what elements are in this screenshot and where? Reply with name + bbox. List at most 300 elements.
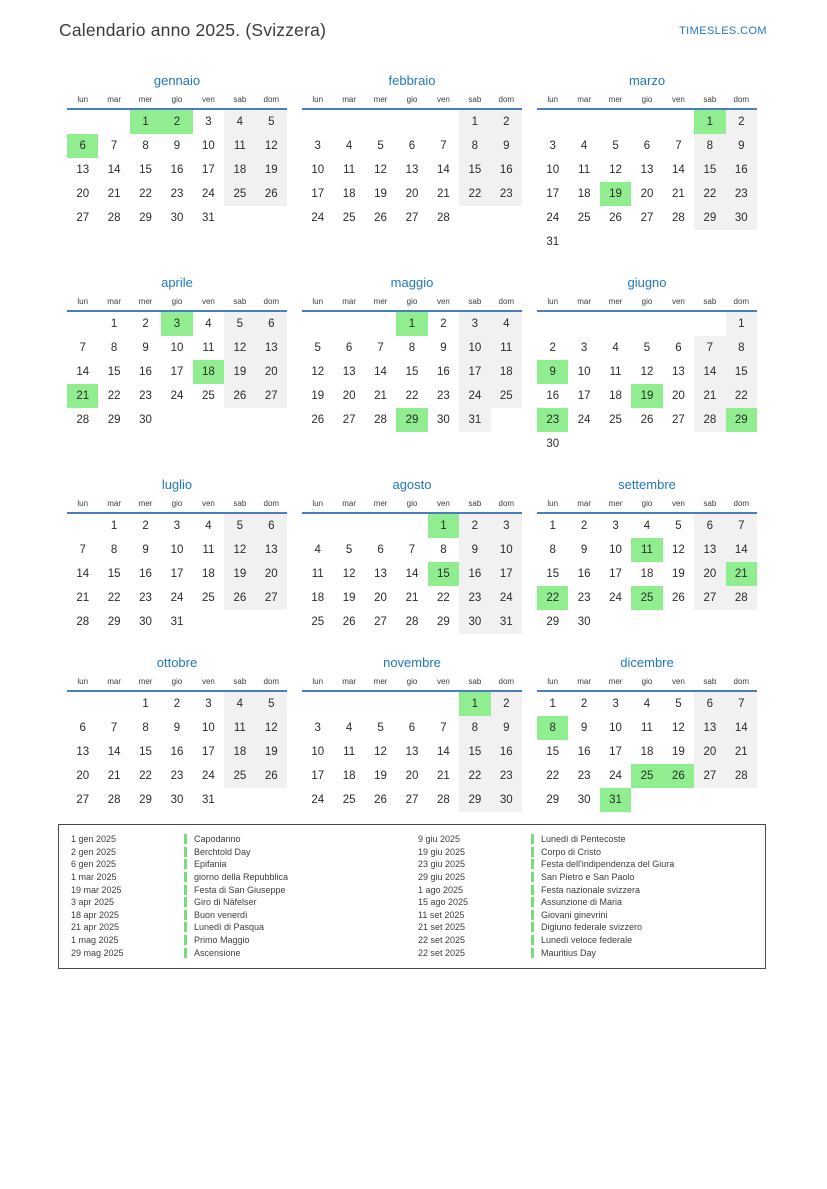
day-cell: 18 (640, 568, 654, 580)
month-block (302, 73, 522, 230)
day-cell: 26 (224, 384, 255, 408)
day-cell: 23 (577, 770, 591, 782)
day-cell: 1 (142, 698, 149, 710)
day-cell: 7 (726, 514, 757, 538)
legend-entry (418, 921, 765, 934)
day-cell: 14 (76, 366, 90, 378)
day-cell: 19 (374, 770, 387, 782)
weekday-header: lun (77, 95, 89, 104)
month-title: giugno (627, 275, 667, 290)
day-cell: 30 (459, 610, 490, 634)
weekday-header: sab (703, 677, 717, 686)
day-cell: 6 (345, 342, 353, 354)
day-cell: 15 (459, 158, 490, 182)
weekday-header: mar (577, 499, 592, 508)
holiday-marker-icon (184, 897, 187, 907)
day-cell (631, 110, 662, 134)
day-cell: 4 (643, 698, 651, 710)
legend-date: 21 set 2025 (418, 922, 466, 933)
legend-holiday-name: Giovani ginevrini (541, 909, 608, 920)
day-cell: 8 (440, 544, 447, 556)
day-cell: 7 (377, 342, 384, 354)
day-cell: 7 (694, 336, 725, 360)
month-block (67, 655, 287, 812)
month-cells (302, 514, 522, 634)
day-cell: 24 (170, 390, 184, 402)
day-cell (302, 312, 333, 336)
day-cell: 27 (405, 212, 419, 224)
day-cell: 16 (577, 746, 591, 758)
day-cell: 24 (311, 212, 325, 224)
day-cell: 6 (408, 722, 416, 734)
day-cell: 12 (256, 134, 287, 158)
day-cell: 11 (343, 164, 356, 176)
weekday-header: gio (641, 297, 653, 306)
day-cell (663, 312, 694, 336)
day-cell: 20 (672, 390, 685, 402)
day-cell: 30 (491, 788, 522, 812)
day-cell: 4 (345, 722, 353, 734)
weekday-row (67, 95, 287, 110)
weekday-header: mer (373, 677, 388, 686)
day-cell (365, 312, 396, 336)
day-cell: 5 (643, 342, 651, 354)
day-cell: 10 (491, 538, 522, 562)
weekday-header: mar (107, 677, 122, 686)
weekday-header: mer (138, 677, 153, 686)
day-cell: 4 (224, 110, 255, 134)
month-block (537, 477, 757, 634)
day-cell: 20 (640, 188, 654, 200)
day-cell: 20 (405, 770, 419, 782)
day-cell: 26 (374, 212, 387, 224)
legend-date: 1 gen 2025 (71, 834, 117, 845)
legend-holiday-name: Festa dell'indipendenza del Giura (541, 859, 675, 870)
day-cell (568, 312, 599, 336)
day-cell: 21 (672, 188, 685, 200)
day-cell (631, 312, 662, 336)
day-cell: 3 (491, 514, 522, 538)
day-cell: 23 (170, 188, 184, 200)
day-cell: 26 (224, 586, 255, 610)
holiday-marker-icon (531, 847, 534, 857)
day-cell: 17 (577, 390, 591, 402)
day-cell: 24 (202, 770, 215, 782)
day-cell: 19 (631, 384, 662, 408)
day-cell (600, 432, 631, 456)
weekday-header: ven (201, 677, 215, 686)
day-cell (365, 110, 396, 134)
day-cell: 2 (161, 110, 192, 134)
legend-entry (71, 871, 418, 884)
day-cell: 21 (726, 562, 757, 586)
day-cell: 8 (142, 722, 149, 734)
day-cell (663, 432, 694, 456)
day-cell: 9 (173, 722, 181, 734)
day-cell: 31 (202, 212, 215, 224)
weekday-header: mer (373, 95, 388, 104)
day-cell (537, 312, 568, 336)
day-cell: 10 (311, 746, 325, 758)
day-cell: 29 (437, 616, 450, 628)
weekday-header: dom (498, 297, 515, 306)
day-cell: 12 (609, 164, 622, 176)
legend-entry (418, 858, 765, 871)
day-cell: 21 (374, 390, 387, 402)
day-cell: 23 (170, 770, 184, 782)
weekday-header: dom (733, 499, 750, 508)
day-cell: 27 (694, 586, 725, 610)
day-cell: 22 (405, 390, 419, 402)
day-cell: 19 (311, 390, 325, 402)
weekday-header: gio (171, 499, 183, 508)
day-cell: 10 (202, 140, 215, 152)
day-cell: 27 (256, 384, 287, 408)
day-cell: 2 (459, 514, 490, 538)
weekday-header: sab (233, 499, 247, 508)
day-cell: 3 (161, 312, 192, 336)
day-cell: 24 (170, 592, 184, 604)
day-cell: 29 (546, 616, 560, 628)
day-cell: 13 (256, 538, 287, 562)
day-cell: 28 (76, 414, 90, 426)
day-cell: 16 (491, 158, 522, 182)
legend-date: 6 gen 2025 (71, 859, 117, 870)
day-cell: 26 (672, 592, 685, 604)
weekday-header: lun (547, 499, 559, 508)
day-cell (600, 230, 631, 254)
day-cell: 17 (170, 568, 184, 580)
day-cell: 15 (694, 158, 725, 182)
day-cell: 7 (440, 140, 447, 152)
day-cell: 6 (256, 312, 287, 336)
weekday-header: gio (406, 677, 418, 686)
holiday-marker-icon (531, 910, 534, 920)
day-cell: 7 (408, 544, 416, 556)
day-cell: 27 (694, 764, 725, 788)
day-cell: 8 (549, 544, 556, 556)
day-cell: 10 (311, 164, 325, 176)
month-cells (537, 692, 757, 812)
page-header (59, 20, 767, 41)
day-cell: 4 (612, 342, 619, 354)
day-cell: 23 (537, 408, 568, 432)
legend-column (71, 833, 418, 959)
day-cell: 18 (609, 390, 622, 402)
day-cell: 25 (224, 182, 255, 206)
day-cell: 6 (377, 544, 384, 556)
day-cell: 3 (580, 342, 588, 354)
day-cell: 5 (345, 544, 353, 556)
day-cell (694, 230, 725, 254)
day-cell: 4 (643, 520, 651, 532)
day-cell: 13 (342, 366, 356, 378)
day-cell: 21 (107, 188, 121, 200)
day-cell: 4 (314, 544, 321, 556)
page-title: Calendario anno 2025. (Svizzera) (59, 20, 327, 40)
weekday-header: lun (547, 297, 559, 306)
weekday-header: mer (608, 95, 623, 104)
day-cell: 8 (459, 716, 490, 740)
site-link[interactable]: TIMESLES.COM (679, 25, 767, 37)
day-cell: 15 (107, 366, 121, 378)
day-cell: 23 (139, 592, 152, 604)
holiday-marker-icon (531, 897, 534, 907)
day-cell: 7 (675, 140, 682, 152)
day-cell (491, 206, 522, 230)
day-cell: 20 (405, 188, 419, 200)
day-cell: 27 (374, 616, 387, 628)
day-cell: 29 (396, 408, 427, 432)
weekday-header: lun (77, 499, 89, 508)
day-cell: 22 (139, 770, 152, 782)
weekday-row (302, 677, 522, 692)
holiday-marker-icon (531, 948, 534, 958)
holiday-marker-icon (184, 922, 187, 932)
day-cell: 9 (537, 360, 568, 384)
day-cell: 26 (342, 616, 356, 628)
weekday-header: ven (201, 499, 215, 508)
day-cell: 13 (405, 746, 419, 758)
day-cell (365, 514, 396, 538)
day-cell: 11 (609, 366, 622, 378)
day-cell: 5 (377, 722, 384, 734)
day-cell: 10 (546, 164, 560, 176)
day-cell: 12 (256, 716, 287, 740)
holiday-marker-icon (184, 935, 187, 945)
day-cell: 1 (396, 312, 427, 336)
day-cell: 6 (675, 342, 682, 354)
day-cell: 29 (139, 212, 152, 224)
legend-holiday-name: Epifania (194, 859, 227, 870)
weekday-header: dom (498, 95, 515, 104)
day-cell (67, 110, 98, 134)
weekday-header: sab (468, 297, 482, 306)
day-cell (333, 692, 364, 716)
day-cell: 9 (580, 722, 588, 734)
weekday-row (537, 297, 757, 312)
month-title: febbraio (388, 73, 436, 88)
weekday-header: lun (312, 297, 324, 306)
legend-date: 29 mag 2025 (71, 947, 124, 958)
legend-entry (71, 858, 418, 871)
day-cell: 8 (694, 134, 725, 158)
day-cell (224, 788, 255, 812)
day-cell: 30 (170, 794, 184, 806)
legend-box (58, 824, 766, 969)
day-cell: 5 (377, 140, 384, 152)
month-cells (67, 692, 287, 812)
day-cell: 4 (205, 318, 212, 330)
day-cell: 15 (428, 562, 459, 586)
weekday-header: sab (233, 297, 247, 306)
month-title: ottobre (156, 655, 198, 670)
day-cell: 13 (672, 366, 685, 378)
day-cell: 11 (202, 342, 215, 354)
day-cell: 26 (374, 794, 387, 806)
day-cell (365, 692, 396, 716)
day-cell: 26 (609, 212, 622, 224)
day-cell: 28 (726, 586, 757, 610)
day-cell (726, 230, 757, 254)
day-cell: 5 (256, 692, 287, 716)
month-cells (302, 312, 522, 432)
day-cell: 19 (256, 740, 287, 764)
day-cell: 4 (580, 140, 588, 152)
day-cell: 16 (170, 164, 184, 176)
day-cell: 31 (170, 616, 184, 628)
month-cells (67, 514, 287, 634)
day-cell: 12 (672, 722, 685, 734)
day-cell: 24 (459, 384, 490, 408)
legend-holiday-name: Lunedì di Pasqua (194, 922, 265, 933)
day-cell: 16 (491, 740, 522, 764)
day-cell: 3 (205, 698, 212, 710)
holiday-marker-icon (184, 910, 187, 920)
day-cell: 15 (139, 746, 152, 758)
day-cell: 27 (76, 794, 90, 806)
weekday-header: gio (406, 499, 418, 508)
day-cell (459, 206, 490, 230)
day-cell: 27 (76, 212, 90, 224)
day-cell: 24 (609, 770, 622, 782)
weekday-row (302, 297, 522, 312)
weekday-row (537, 499, 757, 514)
day-cell: 15 (546, 746, 560, 758)
day-cell: 1 (459, 110, 490, 134)
legend-holiday-name: giorno della Repubblica (194, 872, 289, 883)
day-cell: 23 (459, 586, 490, 610)
day-cell: 26 (256, 182, 287, 206)
day-cell: 28 (437, 212, 450, 224)
day-cell (694, 610, 725, 634)
weekday-header: lun (312, 499, 324, 508)
weekday-header: ven (436, 499, 450, 508)
legend-entry (418, 934, 765, 947)
weekday-header: mer (138, 297, 153, 306)
day-cell: 4 (224, 692, 255, 716)
day-cell: 21 (437, 770, 450, 782)
day-cell (98, 110, 129, 134)
legend-holiday-name: Digiuno federale svizzero (541, 922, 643, 933)
day-cell: 14 (437, 746, 450, 758)
month-title: novembre (383, 655, 441, 670)
month-title: marzo (628, 73, 666, 88)
day-cell: 16 (437, 366, 450, 378)
legend-entry (418, 946, 765, 959)
month-title: settembre (618, 477, 676, 492)
day-cell: 6 (643, 140, 651, 152)
legend-entry (71, 896, 418, 909)
day-cell: 25 (202, 390, 215, 402)
day-cell: 30 (577, 616, 591, 628)
day-cell: 23 (139, 390, 152, 402)
day-cell: 14 (726, 538, 757, 562)
weekday-header: gio (171, 677, 183, 686)
day-cell: 22 (694, 182, 725, 206)
day-cell: 30 (546, 438, 560, 450)
weekday-header: lun (547, 95, 559, 104)
day-cell (568, 230, 599, 254)
day-cell: 18 (640, 746, 654, 758)
day-cell: 27 (342, 414, 356, 426)
month-title: gennaio (153, 73, 201, 88)
day-cell: 2 (440, 318, 447, 330)
day-cell: 17 (170, 366, 184, 378)
day-cell: 2 (726, 110, 757, 134)
day-cell: 1 (428, 514, 459, 538)
day-cell: 30 (139, 616, 152, 628)
day-cell (333, 312, 364, 336)
day-cell: 22 (139, 188, 152, 200)
legend-entry (71, 833, 418, 846)
weekday-header: lun (312, 677, 324, 686)
legend-entry (418, 896, 765, 909)
day-cell: 17 (202, 746, 215, 758)
day-cell (256, 206, 287, 230)
weekday-header: gio (641, 499, 653, 508)
weekday-row (537, 95, 757, 110)
legend-entry (71, 883, 418, 896)
legend-holiday-name: Berchtold Day (194, 846, 251, 857)
day-cell: 5 (612, 140, 619, 152)
day-cell: 4 (205, 520, 212, 532)
day-cell: 28 (405, 616, 419, 628)
day-cell: 25 (631, 764, 662, 788)
day-cell: 18 (342, 188, 356, 200)
weekday-header: dom (733, 297, 750, 306)
day-cell: 22 (726, 384, 757, 408)
day-cell: 22 (107, 390, 121, 402)
day-cell: 29 (107, 616, 121, 628)
day-cell: 23 (437, 390, 450, 402)
weekday-header: ven (671, 95, 685, 104)
day-cell: 29 (139, 794, 152, 806)
day-cell: 18 (342, 770, 356, 782)
day-cell: 4 (491, 312, 522, 336)
day-cell: 7 (726, 692, 757, 716)
day-cell: 9 (491, 716, 522, 740)
weekday-header: lun (312, 95, 324, 104)
day-cell (537, 110, 568, 134)
day-cell: 14 (726, 716, 757, 740)
month-cells (537, 514, 757, 634)
day-cell: 19 (342, 592, 356, 604)
month-block (302, 275, 522, 432)
weekday-header: gio (406, 95, 418, 104)
legend-date: 1 mar 2025 (71, 872, 117, 883)
day-cell: 1 (549, 698, 556, 710)
day-cell: 17 (311, 188, 325, 200)
legend-entry (418, 883, 765, 896)
weekday-header: mar (577, 677, 592, 686)
day-cell: 17 (459, 360, 490, 384)
weekday-header: dom (263, 677, 280, 686)
legend-entry (71, 946, 418, 959)
holiday-marker-icon (531, 922, 534, 932)
day-cell: 26 (663, 764, 694, 788)
day-cell: 10 (170, 544, 184, 556)
day-cell: 8 (459, 134, 490, 158)
day-cell: 31 (459, 408, 490, 432)
day-cell: 15 (459, 740, 490, 764)
legend-date: 15 ago 2025 (418, 897, 469, 908)
day-cell (333, 514, 364, 538)
weekday-header: ven (671, 499, 685, 508)
day-cell: 28 (374, 414, 387, 426)
weekday-header: mar (342, 95, 357, 104)
month-title: maggio (390, 275, 434, 290)
